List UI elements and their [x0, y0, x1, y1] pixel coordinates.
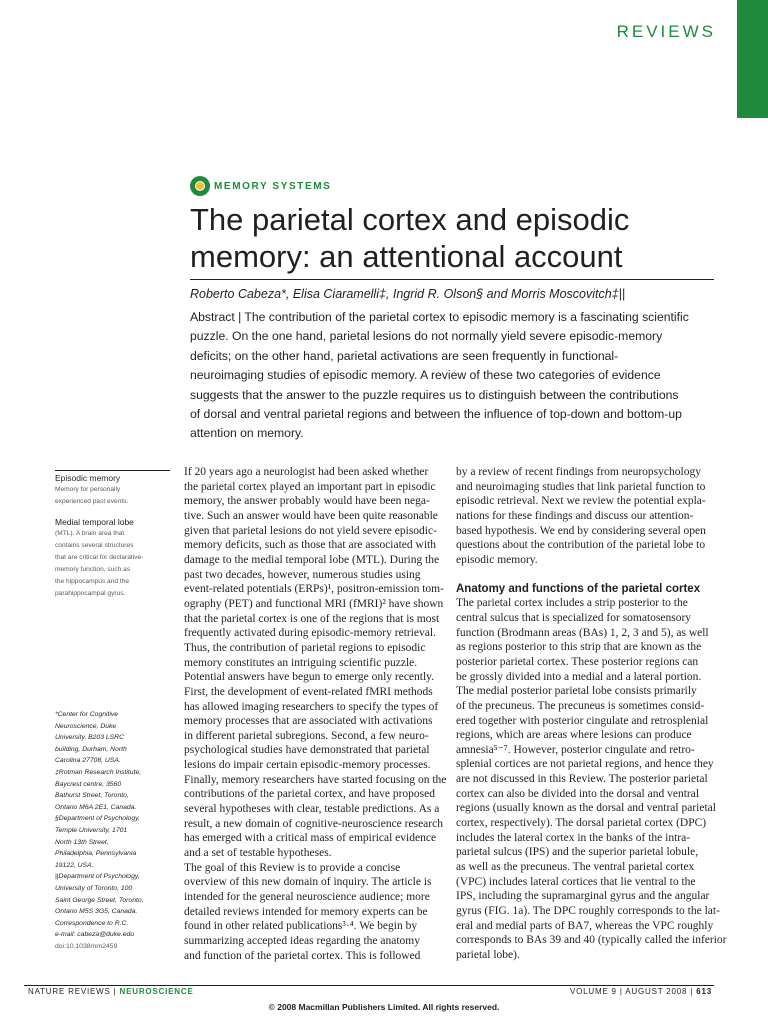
- memory-systems-icon: [190, 176, 210, 196]
- body-text-line: in different parietal subregions. Second, a few neuro-: [184, 729, 429, 742]
- body-text-line: gyrus (FIG. 1a). The DPC roughly corresponds to the lat-: [456, 905, 720, 918]
- body-text-line: If 20 years ago a neurologist had been asked whether: [184, 466, 429, 478]
- affiliation-line: 19122, USA.: [55, 861, 94, 869]
- body-text-line: contributions of the parietal cortex, and have proposed: [184, 788, 436, 801]
- body-text-line: has emerged with a critical mass of empirical evidence: [184, 832, 437, 845]
- body-text-line: questions about the contribution of the parietal lobe to: [456, 539, 706, 552]
- glossary-definition-line: that are critical for declarative-: [55, 554, 144, 561]
- abstract-line: puzzle. On the one hand, parietal lesions do not normally yield severe episodic-memory: [190, 329, 663, 344]
- body-text-line: are not discussed in this Review. The posterior parietal: [456, 773, 708, 786]
- author-list: Roberto Cabeza*, Elisa Ciaramelli‡, Ingrid R. Olson§ and Morris Moscovitch‡||: [190, 287, 626, 301]
- body-text-line: damage to the medial temporal lobe (MTL). During the: [184, 553, 440, 566]
- footer-rule: [24, 985, 714, 986]
- body-text-line: found in other related publications³·⁴. We begin by: [184, 920, 418, 933]
- body-column-2: [456, 465, 727, 963]
- body-text-line: has allowed imaging researchers to specify the types of: [184, 700, 439, 713]
- affiliation-line: Saint George Street, Toronto,: [55, 896, 144, 904]
- affiliation-line: North 13th Street,: [55, 838, 109, 846]
- affiliation-line: Carolina 27708, USA.: [55, 757, 121, 765]
- body-text-line: regions, which are areas where lesions can produce: [456, 729, 692, 742]
- copyright: © 2008 Macmillan Publishers Limited. All rights reserved.: [268, 1002, 500, 1012]
- body-text-line: amnesia⁵⁻⁷. However, posterior cingulate and retro-: [456, 743, 695, 756]
- abstract-line: neuroimaging studies of episodic memory. A review of these two categories of evidence: [190, 368, 661, 383]
- abstract: [190, 308, 720, 444]
- body-text-line: lesions do impair certain episodic-memory processes.: [184, 759, 431, 772]
- issue-info: [570, 987, 712, 996]
- body-text-line: cortex, respectively). The dorsal parietal cortex (DPC): [456, 817, 707, 830]
- affiliation-line: Temple University, 1701: [55, 826, 128, 834]
- body-text-line: nations for these findings and discuss our attention-: [456, 509, 694, 522]
- abstract-line: deficits; on the other hand, parietal activations are seen frequently in functional-: [190, 348, 619, 363]
- body-text-line: First, the development of event-related fMRI methods: [184, 685, 433, 698]
- page-number: 613: [696, 987, 712, 996]
- body-text-line: ered together with posterior cingulate and retrosplenial: [456, 714, 709, 727]
- body-text-line: Thus, the contribution of parietal regions to episodic: [184, 641, 426, 654]
- affiliation-line: Ontario M6A 2E1, Canada.: [55, 803, 137, 811]
- glossary: [55, 472, 170, 600]
- body-text-line: ography (PET) and functional MRI (fMRI)² have shown: [184, 597, 444, 610]
- abstract-line: of dorsal and ventral parietal regions and between the influence of top-down and bottom-up: [190, 407, 682, 422]
- title-rule: [190, 279, 714, 280]
- body-text-line: frequently activated during episodic-memory retrieval.: [184, 627, 436, 640]
- body-text-line: corresponds to BAs 39 and 40 (typically called the inferior: [456, 934, 727, 947]
- title-line: The parietal cortex and episodic: [190, 202, 630, 237]
- body-text-line: and neuroimaging studies that link parietal function to: [456, 480, 706, 493]
- body-text-line: IPS, including the supramarginal gyrus and the angular: [456, 890, 710, 903]
- body-text-line: summarizing accepted ideas regarding the anatomy: [184, 935, 420, 947]
- affiliation-line: ||Department of Psychology,: [55, 873, 140, 881]
- body-text-line: memory deficits, such as those that are associated with: [184, 539, 436, 552]
- body-text-line: the parietal cortex played an important part in episodic: [184, 480, 436, 493]
- glossary-term: Medial temporal lobe: [55, 517, 134, 527]
- glossary-definition-line: parahippocampal gyrus.: [55, 590, 126, 597]
- glossary-definition-line: the hippocampus and the: [55, 578, 130, 585]
- body-text-line: intended for the general neuroscience audience; more: [184, 891, 430, 904]
- body-text-line: memory, the answer probably would have been nega-: [184, 495, 430, 508]
- body-text-line: (VPC) includes lateral cortices that lie ventral to the: [456, 875, 696, 888]
- affiliation-line: *Center for Cognitive: [55, 711, 119, 718]
- affiliation-line: Ontario M5S 3G5, Canada.: [55, 908, 138, 916]
- body-text-line: function (Brodmann areas (BAs) 1, 2, 3 and 5), as well: [456, 626, 709, 639]
- body-text-line: event-related potentials (ERPs)¹, positron-emission tom-: [184, 583, 444, 596]
- body-text-line: and a set of testable hypotheses.: [184, 847, 332, 860]
- glossary-definition-line: experienced past events.: [55, 498, 129, 505]
- body-text-line: past two decades, however, numerous studies using: [184, 568, 421, 581]
- article-title: [190, 201, 730, 275]
- body-text-line: Finally, memory researchers have started focusing on the: [184, 773, 447, 786]
- body-text-line: given that parietal lesions do not yield severe episodic-: [184, 524, 437, 537]
- affiliation-line: building, Durham, North: [55, 745, 127, 753]
- affiliation-line: University of Toronto, 100: [55, 884, 133, 892]
- body-text-line: central sulcus that is specialized for somatosensory: [456, 611, 692, 624]
- body-text-line: overview of this new domain of inquiry. The article is: [184, 876, 432, 889]
- abstract-line: attention on memory.: [190, 426, 304, 441]
- journal-prefix: NATURE REVIEWS |: [28, 987, 117, 996]
- affiliation-line: Bathurst Street, Toronto,: [55, 792, 129, 800]
- body-column-1: [184, 465, 447, 963]
- body-text-line: psychological studies have demonstrated that parietal: [184, 744, 430, 757]
- title-line: memory: an attentional account: [190, 239, 623, 274]
- body-text-line: regions (usually known as the dorsal and ventral parietal: [456, 802, 716, 815]
- body-text-line: parietal sulcus (IPS) and the superior parietal lobule,: [456, 846, 699, 859]
- email-link[interactable]: e-mail: cabeza@duke.edu: [55, 931, 135, 939]
- affiliation-line: Baycrest centre, 3560: [55, 780, 122, 788]
- glossary-rule: [55, 470, 170, 471]
- abstract-line: Abstract | The contribution of the parietal cortex to episodic memory is a fascinating scientific: [190, 310, 689, 324]
- body-text-line: several hypotheses with clear, testable predictions. As a: [184, 803, 440, 816]
- affiliation-line: §Department of Psychology,: [55, 815, 140, 823]
- body-text-line: The goal of this Review is to provide a concise: [184, 861, 401, 874]
- journal-subtitle: NEUROSCIENCE: [119, 987, 194, 996]
- body-text-line: memory constitutes an intriguing scientific puzzle.: [184, 656, 418, 669]
- body-text-line: eral and medial parts of BA7, whereas the VPC roughly: [456, 919, 714, 932]
- body-text-line: episodic retrieval. Next we review the potential expla-: [456, 495, 706, 508]
- issue-label: VOLUME 9 | AUGUST 2008 |: [569, 987, 694, 996]
- body-text-line: by a review of recent findings from neuropsychology: [456, 466, 701, 478]
- glossary-definition-line: contains several structures: [55, 542, 134, 549]
- body-text-line: splenial cortices are not parietal regions, and hence they: [456, 758, 714, 771]
- journal-name: [28, 987, 194, 996]
- body-text-line: The parietal cortex includes a strip posterior to the: [456, 597, 688, 610]
- body-text-line: as well as the precuneus. The ventral parietal cortex: [456, 861, 695, 874]
- body-text-line: memory processes that are associated with activations: [184, 715, 433, 728]
- glossary-definition-line: Memory for personally: [55, 486, 121, 493]
- affiliation-line: Correspondence to R.C.: [55, 919, 129, 927]
- affiliations: [55, 709, 177, 952]
- body-text-line: of the precuneus. The precuneus is sometimes consid-: [456, 699, 705, 712]
- body-text-line: result, a new domain of cognitive-neuroscience research: [184, 817, 443, 830]
- body-text-line: parietal lobe).: [456, 949, 520, 961]
- section-label: MEMORY SYSTEMS: [214, 180, 332, 192]
- body-text-line: be grossly divided into a medial and a lateral portion.: [456, 670, 702, 683]
- body-text-line: and function of the parietal cortex. This is followed: [184, 949, 421, 962]
- body-text-line: The medial posterior parietal lobe consists primarily: [456, 685, 697, 698]
- affiliation-line: Neuroscience, Duke: [55, 722, 117, 730]
- body-text-line: Potential answers have begun to emerge only recently.: [184, 671, 435, 684]
- glossary-definition-line: (MTL). A brain area that: [55, 530, 125, 537]
- abstract-line: suggests that the answer to the puzzle requires us to distinguish between the contributions: [190, 387, 679, 402]
- doi[interactable]: doi:10.1038/nrn2459: [55, 942, 118, 950]
- body-text-line: cortex can also be divided into the dorsal and ventral: [456, 787, 700, 800]
- body-text-line: includes the lateral cortex in the banks of the intra-: [456, 831, 691, 844]
- body-text-line: based hypothesis. We end by considering several open: [456, 524, 706, 537]
- affiliation-line: Philadelphia, Pennsylvania: [55, 850, 137, 858]
- body-text-line: detailed reviews intended for memory experts can be: [184, 905, 428, 918]
- section-heading: Anatomy and functions of the parietal cortex: [456, 582, 701, 595]
- accent-bar: [737, 0, 768, 118]
- section-tag: [190, 176, 331, 196]
- section-top-label: REVIEWS: [616, 22, 716, 41]
- affiliation-line: University, B203 LSRC: [55, 734, 125, 742]
- glossary-term: Episodic memory: [55, 473, 121, 483]
- body-text-line: episodic memory.: [456, 553, 538, 566]
- body-text-line: that the parietal cortex is one of the regions that is most: [184, 612, 440, 625]
- body-text-line: posterior parietal cortex. These posterior regions can: [456, 655, 699, 668]
- glossary-definition-line: memory function, such as: [55, 566, 131, 573]
- affiliation-line: ‡Rotman Research Institute,: [55, 768, 142, 776]
- body-text-line: as regions posterior to this strip that are known as the: [456, 641, 702, 654]
- body-text-line: tive. Such an answer would have been quite reasonable: [184, 509, 438, 522]
